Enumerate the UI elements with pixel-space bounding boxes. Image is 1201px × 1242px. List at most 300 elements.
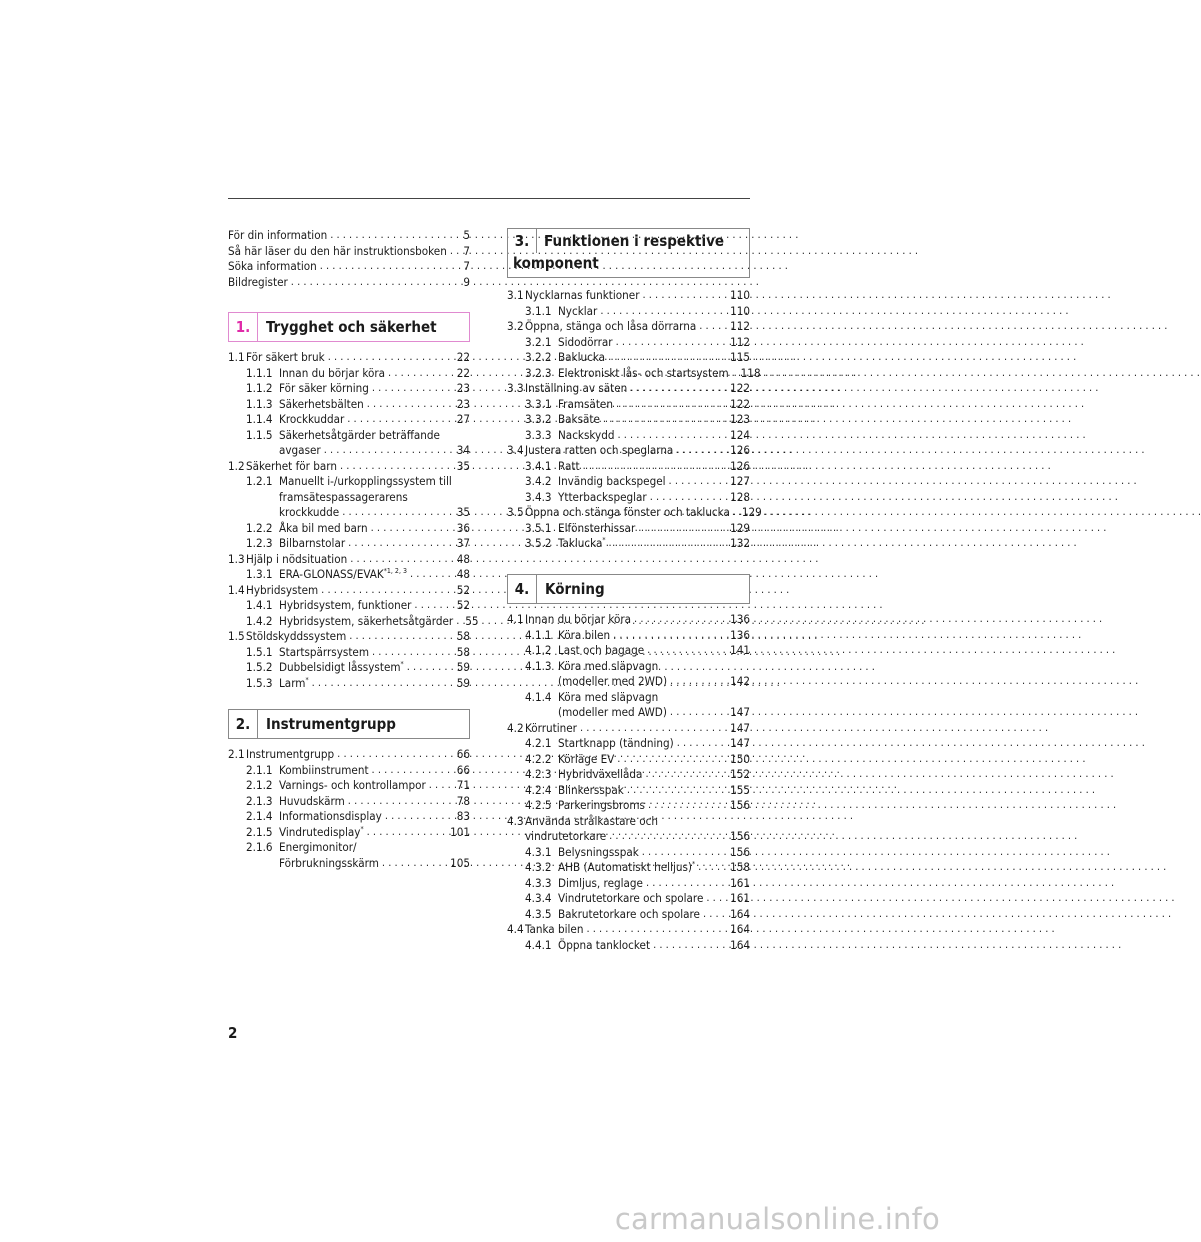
dot-leader xyxy=(328,350,454,364)
toc-entry-page: 48 xyxy=(456,551,470,566)
toc-entry[interactable] xyxy=(507,521,750,535)
toc-entry-title: Krockkuddar xyxy=(279,412,345,426)
toc-entry-number: 1.4 xyxy=(228,582,245,597)
toc-entry-label xyxy=(246,778,426,792)
toc-entry-number: 4.4.1 xyxy=(525,937,552,952)
toc-entry-number: 4.3.5 xyxy=(525,906,552,921)
toc-entry[interactable] xyxy=(507,350,750,364)
toc-entry-title: Manuellt i-/urkopplingssystem till xyxy=(279,474,452,488)
dot-leader xyxy=(645,767,727,781)
toc-entry-title: Köra bilen xyxy=(558,627,611,642)
dot-leader xyxy=(638,521,727,535)
toc-entry[interactable] xyxy=(228,613,479,628)
toc-entry-title-cont: (modeller med 2WD) xyxy=(558,674,668,688)
toc-entry-label xyxy=(525,907,700,921)
toc-entry-title: Köra med släpvagn xyxy=(558,658,659,673)
toc-entry-label xyxy=(246,660,404,674)
toc-entry[interactable] xyxy=(507,490,750,504)
toc-entry-label xyxy=(507,381,627,395)
dot-leader xyxy=(616,397,727,411)
toc-entry-number: 1.1 xyxy=(228,350,245,364)
toc-entry-title: AHB (Automatiskt helljus) xyxy=(558,860,692,874)
toc-entry-label xyxy=(525,938,650,952)
dot-leader xyxy=(600,304,727,318)
toc-entry-number: 3.5.2 xyxy=(525,536,552,550)
toc-entry-page: 34 xyxy=(456,443,470,457)
toc-entry-page: 112 xyxy=(730,319,750,333)
toc-entry-number: 2.1.6 xyxy=(246,840,273,854)
toc-entry-label xyxy=(246,412,344,426)
toc-entry-title: Bakrutetorkare och spolare xyxy=(558,906,700,921)
toc-entry-page: 123 xyxy=(730,412,750,426)
toc-entry[interactable] xyxy=(228,676,470,690)
toc-entry-title: Dimljus, reglage xyxy=(558,875,643,890)
toc-entry-title: Hjälp i nödsituation xyxy=(246,551,348,566)
toc-entry-number: 3.2 xyxy=(507,319,524,333)
dot-leader xyxy=(648,798,727,812)
toc-entry-label xyxy=(525,845,639,859)
toc-entry-number: 3.4.1 xyxy=(525,458,552,473)
toc-entry-label xyxy=(525,767,642,781)
toc-entry-title: Elektroniskt lås- och startsystem xyxy=(558,365,729,380)
toc-entry-number: 4.2.2 xyxy=(525,751,552,766)
chapter-title: Funktionen i respektive xyxy=(544,232,725,250)
toc-entry-label xyxy=(246,763,369,777)
toc-entry[interactable] xyxy=(507,428,750,442)
dot-leader xyxy=(321,583,454,597)
dot-leader xyxy=(385,809,454,823)
toc-entry-title: Baklucka xyxy=(558,350,606,364)
toc-entry[interactable] xyxy=(507,907,750,921)
dot-leader xyxy=(367,397,454,411)
toc-entry[interactable] xyxy=(507,459,750,473)
toc-entry-title-cont: (modeller med AWD) xyxy=(558,705,667,719)
toc-entry[interactable] xyxy=(228,428,470,442)
toc-entry-number: 4.1.3 xyxy=(525,658,552,673)
toc-entry-number: 4.2.1 xyxy=(525,736,552,750)
dot-leader xyxy=(703,907,727,921)
toc-entry-number: 2.1.5 xyxy=(246,824,273,839)
toc-entry-label xyxy=(246,521,368,535)
toc-entry-page: 52 xyxy=(456,582,470,597)
toc-entry[interactable] xyxy=(228,459,470,473)
toc-entry[interactable] xyxy=(507,659,750,673)
dot-leader xyxy=(388,366,454,380)
dot-leader xyxy=(407,660,454,674)
toc-entry[interactable] xyxy=(228,645,470,659)
toc-entry-page: 23 xyxy=(456,381,470,395)
toc-entry[interactable] xyxy=(228,521,470,535)
toc-entry-label xyxy=(525,891,703,905)
toc-entry-page: 35 xyxy=(456,458,470,473)
toc-entry-title: Startknapp (tändning) xyxy=(558,736,674,750)
dot-leader xyxy=(732,366,738,380)
chapter-number: 4. xyxy=(508,575,537,603)
toc-entry-title: För din information xyxy=(228,228,328,242)
toc-entry-page: 58 xyxy=(456,629,470,643)
toc-entry-page: 110 xyxy=(730,303,750,318)
toc-entry-number: 3.2.3 xyxy=(525,365,552,380)
dot-leader xyxy=(350,552,454,566)
toc-entry[interactable] xyxy=(507,304,750,318)
toc-entry-page: 36 xyxy=(456,520,470,535)
toc-entry-label xyxy=(228,629,346,643)
toc-entry-title: Varnings- och kontrollampor xyxy=(279,778,426,792)
toc-entry-title: Körläge EV xyxy=(558,751,615,766)
toc-entry-number: 3.3.3 xyxy=(525,427,552,442)
chapter-title: Instrumentgrupp xyxy=(266,715,396,733)
toc-entry-label xyxy=(228,350,325,364)
toc-entry-page: 110 xyxy=(730,288,750,302)
toc-entry[interactable] xyxy=(228,778,470,792)
dot-leader xyxy=(312,676,454,690)
toc-entry-label xyxy=(525,536,606,550)
toc-entry-number: 4.2.4 xyxy=(525,782,552,797)
toc-entry-label xyxy=(507,814,658,828)
toc-entry-title-cont: avgaser xyxy=(279,443,321,457)
toc-entry-label xyxy=(525,860,695,874)
toc-entry[interactable] xyxy=(507,690,750,704)
toc-entry[interactable] xyxy=(228,552,470,566)
toc-entry[interactable] xyxy=(507,860,750,874)
toc-entry-continuation[interactable] xyxy=(507,829,750,843)
toc-entry-number: 1.1.2 xyxy=(246,381,273,395)
toc-entry-page: 58 xyxy=(456,644,470,659)
toc-entry-number: 2.1.2 xyxy=(246,778,273,792)
dot-leader xyxy=(320,259,461,273)
toc-entry[interactable] xyxy=(228,536,470,550)
toc-entry-number: 4.1.1 xyxy=(525,627,552,642)
toc-entry[interactable] xyxy=(507,876,750,890)
toc-entry[interactable] xyxy=(228,794,470,808)
toc-entry-label xyxy=(507,319,696,333)
toc-entry-page: 23 xyxy=(456,396,470,411)
toc-entry-number: 1.5.1 xyxy=(246,644,273,659)
toc-entry-title: Innan du börjar köra xyxy=(279,365,386,380)
toc-entry-title: Innan du börjar köra xyxy=(525,612,632,626)
chapter-number: 2. xyxy=(229,710,258,738)
dot-leader xyxy=(699,319,727,333)
toc-entry-title: Så här läser du den här instruktionsboken xyxy=(228,243,447,258)
toc-entry-number: 1.1.4 xyxy=(246,412,273,426)
toc-entry-page: 7 xyxy=(463,243,470,258)
toc-entry-label xyxy=(525,521,635,535)
toc-entry[interactable] xyxy=(507,798,750,812)
toc-entry[interactable] xyxy=(228,259,470,273)
toc-entry-label xyxy=(525,428,614,442)
dot-leader xyxy=(616,335,728,349)
toc-entry-page: 147 xyxy=(730,736,750,750)
toc-entry-page: 128 xyxy=(730,489,750,504)
toc-entry-label xyxy=(246,536,345,550)
dot-leader xyxy=(347,412,453,426)
chapter-title: Trygghet och säkerhet xyxy=(266,318,437,336)
toc-entry-page: 59 xyxy=(456,675,470,690)
toc-entry-page: 156 xyxy=(730,798,750,812)
dot-leader xyxy=(647,643,727,657)
toc-entry[interactable] xyxy=(228,825,470,839)
toc-entry-continuation[interactable] xyxy=(507,674,750,688)
toc-entry-label xyxy=(525,412,600,426)
toc-entry-number: 1.1.1 xyxy=(246,365,273,380)
toc-entry-label xyxy=(525,490,647,504)
toc-entry-title: Energimonitor/ xyxy=(279,840,357,854)
toc-entry-label xyxy=(525,783,624,797)
toc-entry[interactable] xyxy=(507,365,761,380)
toc-entry-number: 4.2 xyxy=(507,720,524,735)
toc-entry[interactable] xyxy=(228,583,470,597)
toc-entry-number: 3.2.2 xyxy=(525,350,552,364)
toc-entry-page: 37 xyxy=(456,536,470,550)
toc-entry-title: Vindrutedisplay xyxy=(279,824,361,839)
dot-leader xyxy=(646,876,727,890)
toc-entry[interactable] xyxy=(507,288,750,302)
toc-entry-number: 4.1 xyxy=(507,612,524,626)
toc-entry-page: 152 xyxy=(730,767,750,781)
toc-entry-label xyxy=(228,583,318,597)
dot-leader xyxy=(340,459,454,473)
chapter-header[interactable] xyxy=(228,709,470,739)
toc-entry-page: 126 xyxy=(730,458,750,473)
toc-entry-number: 1.2.1 xyxy=(246,474,273,488)
toc-entry[interactable] xyxy=(228,366,470,380)
toc-entry[interactable] xyxy=(507,938,750,952)
toc-entry-title: Hybridväxellåda xyxy=(558,767,643,781)
toc-entry-page: 55 xyxy=(465,613,479,628)
dot-leader xyxy=(586,922,727,936)
dot-leader xyxy=(670,705,727,719)
toc-entry-label xyxy=(246,645,369,659)
toc-entry[interactable] xyxy=(228,350,470,364)
toc-entry-page: 48 xyxy=(456,567,470,581)
toc-entry-page: 129 xyxy=(741,505,762,519)
toc-entry-number: 1.3 xyxy=(228,551,245,566)
toc-entry[interactable] xyxy=(228,244,470,258)
toc-entry-number: 4.2.5 xyxy=(525,798,552,812)
toc-entry-number: 3.4 xyxy=(507,443,524,457)
toc-entry-page: 156 xyxy=(730,829,750,843)
toc-entry-title: Informationsdisplay xyxy=(279,809,382,823)
footnote-marker: * xyxy=(602,536,606,544)
dot-leader xyxy=(653,938,727,952)
toc-entry-continuation: framsätespassagerarens xyxy=(279,489,408,504)
dot-leader xyxy=(291,275,461,289)
toc-entry-label xyxy=(228,552,347,566)
toc-entry-continuation[interactable] xyxy=(228,856,470,870)
toc-entry[interactable] xyxy=(507,505,762,519)
toc-entry-title-cont: krockkudde xyxy=(279,505,340,519)
dot-leader xyxy=(677,736,727,750)
toc-entry[interactable] xyxy=(228,747,470,761)
toc-entry-title: Säkerhetsbälten xyxy=(279,396,364,411)
toc-entry-title: Blinkersspak xyxy=(558,782,624,797)
toc-entry-page: 122 xyxy=(730,396,750,411)
toc-entry[interactable] xyxy=(507,536,750,550)
toc-entry-title: Larm xyxy=(279,675,306,690)
toc-entry-label xyxy=(228,459,337,473)
toc-entry-page: 112 xyxy=(730,334,750,349)
toc-entry[interactable] xyxy=(228,228,470,242)
dot-leader xyxy=(382,856,447,870)
toc-entry-page: 124 xyxy=(730,427,750,442)
toc-entry-label xyxy=(246,809,382,823)
toc-entry-number: 1.4.2 xyxy=(246,613,273,628)
toc-entry-title: Last och bagage xyxy=(558,643,645,657)
toc-entry-label xyxy=(246,381,369,395)
toc-entry[interactable] xyxy=(228,474,470,488)
toc-entry[interactable] xyxy=(507,814,750,828)
toc-entry-label xyxy=(525,690,658,704)
toc-entry[interactable] xyxy=(507,381,750,395)
toc-entry-number: 3.3.2 xyxy=(525,412,552,426)
toc-entry[interactable] xyxy=(228,629,470,643)
toc-entry-page: 22 xyxy=(456,365,470,380)
top-rule xyxy=(228,198,750,199)
toc-entry-label xyxy=(246,428,440,442)
toc-entry-title: Öppna, stänga och låsa dörrarna xyxy=(525,319,697,333)
toc-entry[interactable] xyxy=(228,275,470,289)
toc-entry[interactable] xyxy=(228,660,470,674)
toc-entry-number: 4.3.3 xyxy=(525,875,552,890)
toc-entry-title: Elfönsterhissar xyxy=(558,520,636,535)
toc-entry[interactable] xyxy=(228,809,470,823)
toc-entry-label xyxy=(507,288,639,302)
toc-entry-continuation[interactable] xyxy=(507,705,750,719)
dot-leader xyxy=(676,443,727,457)
toc-entry[interactable] xyxy=(228,397,470,411)
dot-leader xyxy=(367,825,447,839)
toc-entry-title: Hybridsystem, säkerhetsåtgärder xyxy=(279,613,454,628)
toc-entry[interactable] xyxy=(507,643,750,657)
toc-entry[interactable] xyxy=(507,443,750,457)
toc-entry-page: 78 xyxy=(456,793,470,808)
toc-entry-label xyxy=(246,598,411,612)
toc-entry-page: 122 xyxy=(730,381,750,395)
toc-entry[interactable] xyxy=(228,840,470,854)
toc-entry-page: 66 xyxy=(456,747,470,761)
toc-entry-label xyxy=(525,752,614,766)
toc-entry[interactable] xyxy=(507,736,750,750)
toc-entry-number: 1.1.3 xyxy=(246,396,273,411)
chapter-title-cont: komponent xyxy=(513,254,599,272)
toc-entry-title: Justera ratten och speglarna xyxy=(525,443,674,457)
toc-entry-page: 164 xyxy=(730,906,750,921)
toc-entry-label xyxy=(228,244,447,258)
toc-entry-title: Hybridsystem, funktioner xyxy=(279,598,412,612)
toc-entry[interactable] xyxy=(507,335,750,349)
toc-entry-label xyxy=(525,628,610,642)
toc-entry-number: 3.3.1 xyxy=(525,396,552,411)
toc-entry-label xyxy=(246,676,309,690)
chapter-header[interactable] xyxy=(507,574,750,604)
toc-entry[interactable] xyxy=(228,598,470,612)
toc-entry[interactable] xyxy=(228,381,470,395)
toc-entry-page: 22 xyxy=(456,350,470,364)
toc-entry[interactable] xyxy=(507,397,750,411)
toc-entry[interactable] xyxy=(228,763,470,777)
dot-leader xyxy=(634,612,727,626)
toc-entry-label xyxy=(525,397,613,411)
toc-entry-continuation[interactable] xyxy=(228,505,470,519)
toc-entry-page: 164 xyxy=(730,937,750,952)
toc-entry-title-cont: Förbrukningsskärm xyxy=(279,855,379,870)
toc-entry[interactable] xyxy=(507,721,750,735)
chapter-header[interactable] xyxy=(228,312,470,342)
toc-entry[interactable] xyxy=(507,319,750,333)
toc-entry-title: Ratt xyxy=(558,458,580,473)
toc-entry[interactable] xyxy=(507,922,750,936)
toc-entry-title: Säkerhet för barn xyxy=(246,458,337,473)
dot-leader xyxy=(372,763,454,777)
toc-entry-page: 52 xyxy=(456,598,470,612)
chapter-number: 1. xyxy=(229,313,258,341)
toc-entry[interactable] xyxy=(228,567,470,581)
toc-entry-title-cont: vindrutetorkare xyxy=(525,829,607,843)
chapter-header[interactable] xyxy=(507,228,750,278)
toc-entry-title: Öppna tanklocket xyxy=(558,937,651,952)
dot-leader xyxy=(617,752,727,766)
toc-entry-number: 4.4 xyxy=(507,922,524,936)
toc-entry-label xyxy=(228,259,317,273)
dot-leader xyxy=(348,794,454,808)
toc-entry-page: 136 xyxy=(730,627,750,642)
toc-entry-continuation[interactable] xyxy=(228,443,470,457)
toc-entry-page: 9 xyxy=(463,274,470,289)
dot-leader xyxy=(324,443,454,457)
toc-entry-title: Hybridsystem xyxy=(246,582,319,597)
toc-entry[interactable] xyxy=(228,412,470,426)
toc-entry[interactable] xyxy=(507,412,750,426)
dot-leader xyxy=(337,747,454,761)
toc-entry-label xyxy=(525,459,580,473)
toc-entry-title: Belysningsspak xyxy=(558,844,639,859)
toc-entry-title: Använda strålkastare och xyxy=(525,813,658,828)
toc-entry-page: 105 xyxy=(450,855,470,870)
toc-entry-title: Baksäte xyxy=(558,412,600,426)
toc-entry[interactable] xyxy=(507,767,750,781)
toc-entry-label xyxy=(246,474,452,488)
toc-entry[interactable] xyxy=(507,783,750,797)
dot-leader xyxy=(456,614,462,628)
toc-entry-title: För säkert bruk xyxy=(246,350,325,364)
toc-entry-label xyxy=(246,825,364,839)
dot-leader xyxy=(410,567,454,581)
toc-entry[interactable] xyxy=(507,845,750,859)
toc-entry[interactable] xyxy=(507,891,750,905)
toc-entry[interactable] xyxy=(507,474,750,488)
toc-entry-page: 156 xyxy=(730,844,750,859)
toc-entry-title: Vindrutetorkare och spolare xyxy=(558,891,704,905)
toc-entry-title: Taklucka xyxy=(558,536,603,550)
toc-entry[interactable] xyxy=(507,628,750,642)
toc-entry-number: 4.1.4 xyxy=(525,689,552,704)
footnote-marker: *1, 2, 3 xyxy=(383,567,407,575)
dot-leader xyxy=(617,428,727,442)
dot-leader xyxy=(627,783,727,797)
toc-entry-number: 1.5.3 xyxy=(246,675,273,690)
toc-entry-title: Inställning av säten xyxy=(525,381,628,395)
toc-entry-number: 3.5 xyxy=(507,505,524,519)
toc-entry-number: 3.4.2 xyxy=(525,474,552,488)
toc-entry-label xyxy=(507,505,730,519)
toc-entry-page: 141 xyxy=(730,643,750,657)
toc-entry-number: 3.3 xyxy=(507,381,524,395)
toc-entry-label xyxy=(525,659,658,673)
dot-leader xyxy=(372,645,454,659)
toc-entry[interactable] xyxy=(507,752,750,766)
toc-entry[interactable] xyxy=(507,612,750,626)
toc-entry-number: 4.3 xyxy=(507,813,524,828)
